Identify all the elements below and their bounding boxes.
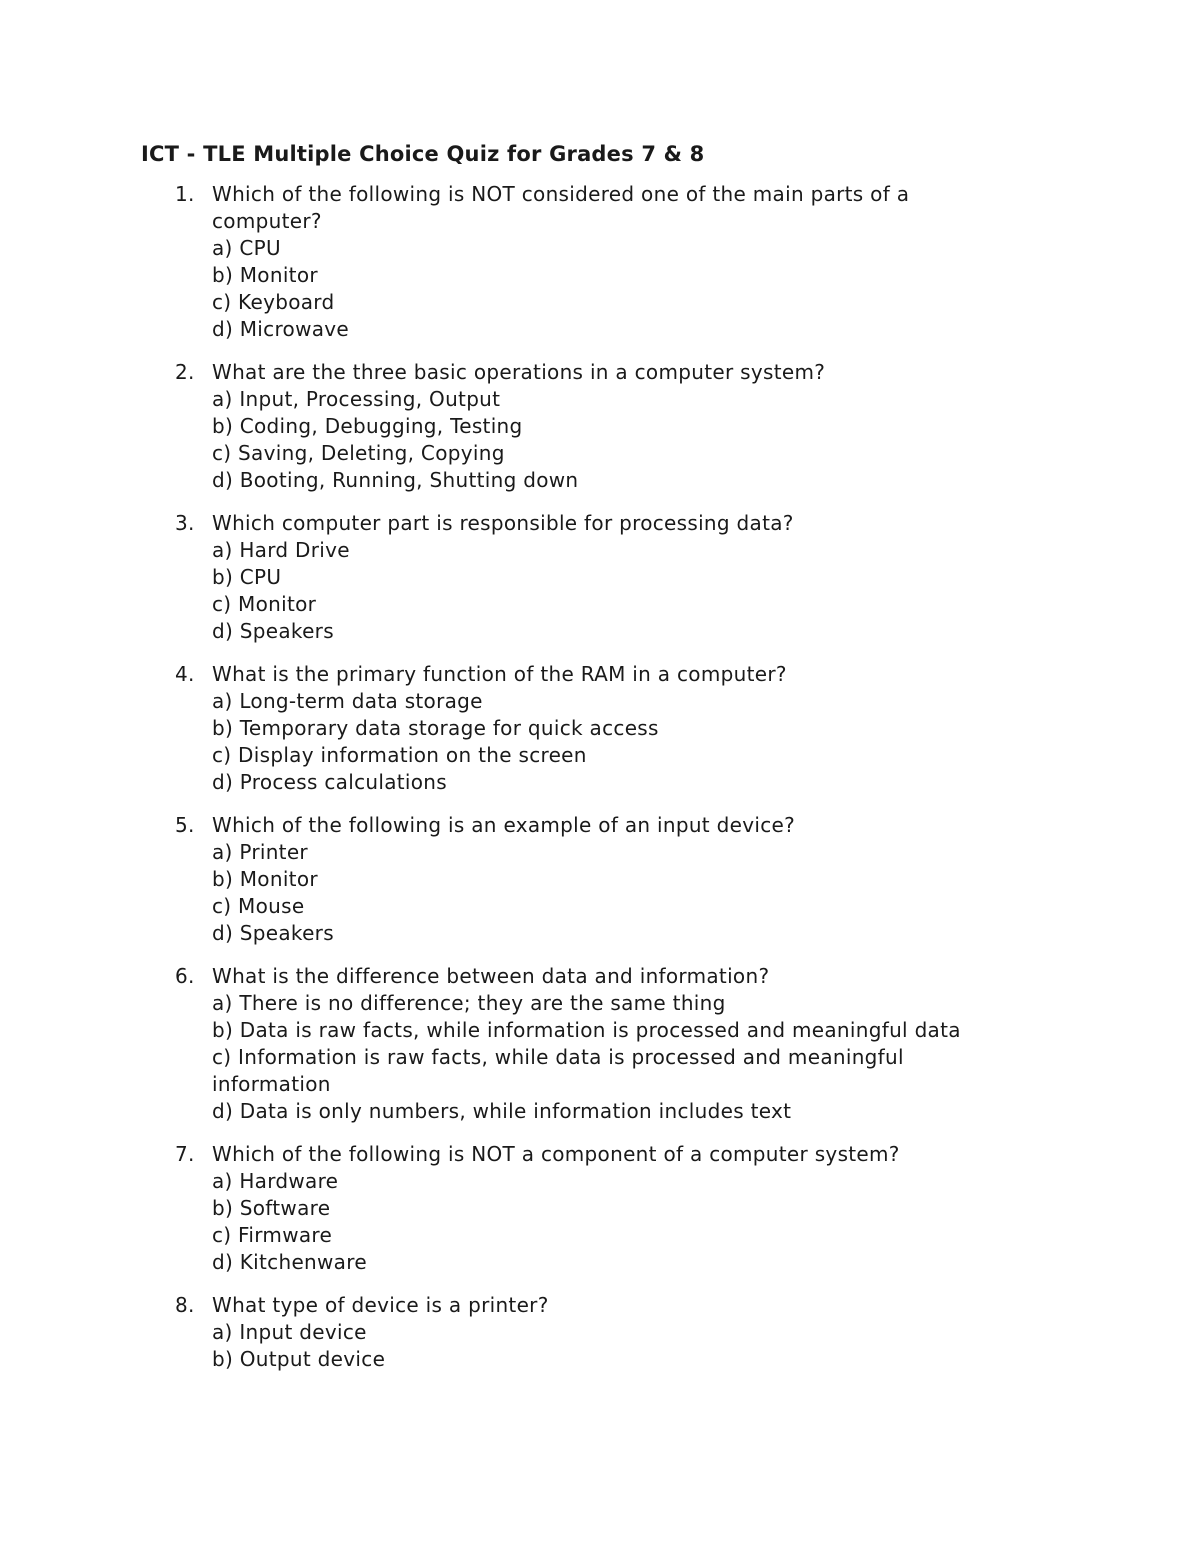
answer-option: a) Hardware (212, 1169, 339, 1193)
answer-option: b) Data is raw facts, while information is processed and meaningful data (212, 1018, 961, 1042)
question-number: 4. (175, 662, 195, 686)
answer-option: d) Speakers (212, 921, 334, 945)
answer-option: a) Input device (212, 1320, 367, 1344)
answer-option: a) Input, Processing, Output (212, 387, 501, 411)
answer-option: c) Saving, Deleting, Copying (212, 441, 505, 465)
question-text: Which computer part is responsible for processing data? (212, 511, 794, 535)
question-item (0, 1292, 1200, 1373)
question-body (212, 510, 1012, 645)
answer-option: b) CPU (212, 565, 282, 589)
question-number: 1. (175, 182, 195, 206)
question-item (0, 661, 1200, 796)
question-text: What is the difference between data and information? (212, 964, 770, 988)
question-body (212, 1141, 1012, 1276)
answer-option: c) Monitor (212, 592, 317, 616)
question-number: 5. (175, 813, 195, 837)
answer-option: b) Temporary data storage for quick access (212, 716, 659, 740)
answer-option: b) Coding, Debugging, Testing (212, 414, 523, 438)
answer-option: a) Hard Drive (212, 538, 350, 562)
answer-option: b) Monitor (212, 867, 318, 891)
answer-option: a) Printer (212, 840, 308, 864)
answer-option: c) Display information on the screen (212, 743, 587, 767)
question-text: What is the primary function of the RAM in a computer? (212, 662, 787, 686)
answer-option: a) CPU (212, 236, 281, 260)
question-number: 7. (175, 1142, 195, 1166)
answer-option: b) Software (212, 1196, 331, 1220)
question-list (0, 181, 1200, 1389)
question-text: What type of device is a printer? (212, 1293, 549, 1317)
question-item (0, 812, 1200, 947)
question-number: 2. (175, 360, 195, 384)
answer-option: c) Keyboard (212, 290, 335, 314)
answer-option: a) Long-term data storage (212, 689, 483, 713)
question-text: Which of the following is NOT a component of a computer system? (212, 1142, 900, 1166)
question-number: 6. (175, 964, 195, 988)
question-body (212, 359, 1012, 494)
answer-option: d) Kitchenware (212, 1250, 367, 1274)
answer-option: d) Process calculations (212, 770, 448, 794)
question-body (212, 1292, 1012, 1373)
question-item (0, 181, 1200, 343)
question-body (212, 661, 1012, 796)
answer-option: c) Mouse (212, 894, 305, 918)
question-text: Which of the following is NOT considered one of the main parts of a computer? (212, 182, 910, 233)
answer-option: a) There is no difference; they are the same thing (212, 991, 726, 1015)
question-item (0, 1141, 1200, 1276)
question-item (0, 359, 1200, 494)
question-text: Which of the following is an example of an input device? (212, 813, 796, 837)
question-body (212, 812, 1012, 947)
answer-option: d) Microwave (212, 317, 350, 341)
question-number: 3. (175, 511, 195, 535)
answer-option: c) Firmware (212, 1223, 333, 1247)
answer-option: d) Speakers (212, 619, 334, 643)
document-title: ICT - TLE Multiple Choice Quiz for Grades 7 & 8 (141, 142, 705, 166)
answer-option: d) Booting, Running, Shutting down (212, 468, 579, 492)
question-body (212, 963, 1012, 1125)
answer-option: b) Output device (212, 1347, 386, 1371)
answer-option: b) Monitor (212, 263, 318, 287)
question-body (212, 181, 1012, 343)
question-number: 8. (175, 1293, 195, 1317)
question-item (0, 510, 1200, 645)
answer-option: d) Data is only numbers, while information includes text (212, 1099, 792, 1123)
answer-option: c) Information is raw facts, while data is processed and meaningful information (212, 1045, 904, 1096)
question-item (0, 963, 1200, 1125)
question-text: What are the three basic operations in a computer system? (212, 360, 826, 384)
